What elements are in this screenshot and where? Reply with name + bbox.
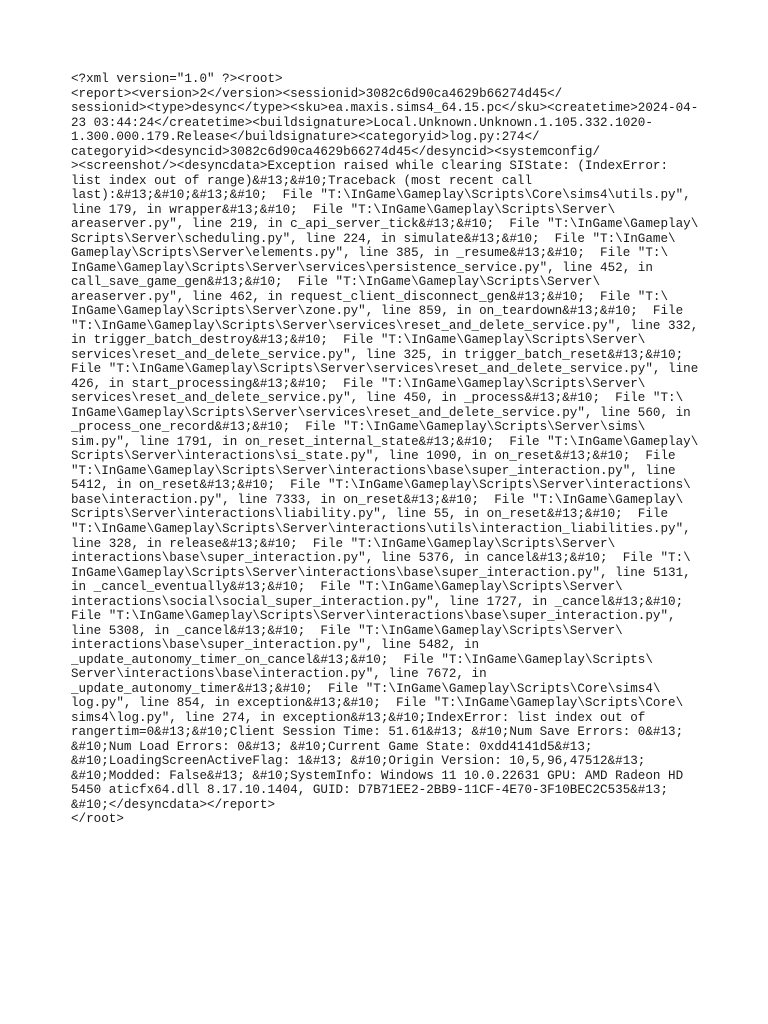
text-line: sims4\log.py", line 274, in exception&#13;&#10;IndexError: list index out of xyxy=(71,710,646,725)
text-line: services\reset_and_delete_service.py", line 450, in _process&#13;&#10; File "T:\ xyxy=(71,391,684,406)
text-line: line 179, in wrapper&#13;&#10; File "T:\InGame\Gameplay\Scripts\Server\ xyxy=(71,202,616,217)
text-line: areaserver.py", line 219, in c_api_server_tick&#13;&#10; File "T:\InGame\Gameplay\ xyxy=(71,217,699,232)
text-line: InGame\Gameplay\Scripts\Server\zone.py", line 859, in on_teardown&#13;&#10; File xyxy=(71,304,684,319)
text-line: line 328, in release&#13;&#10; File "T:\InGame\Gameplay\Scripts\Server\ xyxy=(71,536,616,551)
text-line: _update_autonomy_timer_on_cancel&#13;&#10; File "T:\InGame\Gameplay\Scripts\ xyxy=(71,652,653,667)
text-line: "T:\InGame\Gameplay\Scripts\Server\interactions\utils\interaction_liabilities.py", xyxy=(71,521,691,536)
text-line: interactions\base\super_interaction.py", line 5376, in cancel&#13;&#10; File "T:\ xyxy=(71,551,691,566)
text-line: in _cancel_eventually&#13;&#10; File "T:\InGame\Gameplay\Scripts\Server\ xyxy=(71,580,623,595)
text-line: services\reset_and_delete_service.py", line 325, in trigger_batch_reset&#13;&#10; xyxy=(71,347,684,362)
text-line: &#10;</desyncdata></report> xyxy=(71,797,276,812)
text-line: "T:\InGame\Gameplay\Scripts\Server\interactions\base\super_interaction.py", line xyxy=(71,463,676,478)
text-line: InGame\Gameplay\Scripts\Server\services\reset_and_delete_service.py", line 560, in xyxy=(71,405,691,420)
text-line: InGame\Gameplay\Scripts\Server\interactions\base\super_interaction.py", line 5131, xyxy=(71,565,691,580)
text-line: _process_one_record&#13;&#10; File "T:\InGame\Gameplay\Scripts\Server\sims\ xyxy=(71,420,646,435)
text-line: _update_autonomy_timer&#13;&#10; File "T:\InGame\Gameplay\Scripts\Core\sims4\ xyxy=(71,681,661,696)
text-line: 23 03:44:24</createtime><buildsignature>Local.Unknown.Unknown.1.105.332.1020- xyxy=(71,115,653,130)
text-line: &#10;Modded: False&#13; &#10;SystemInfo: Windows 11 10.0.22631 GPU: AMD Radeon HD xyxy=(71,768,684,783)
text-line: 426, in start_processing&#13;&#10; File "T:\InGame\Gameplay\Scripts\Server\ xyxy=(71,376,646,391)
text-line: Scripts\Server\interactions\si_state.py", line 1090, in on_reset&#13;&#10; File xyxy=(71,449,676,464)
text-line: "T:\InGame\Gameplay\Scripts\Server\services\reset_and_delete_service.py", line 332, xyxy=(71,318,699,333)
text-line: log.py", line 854, in exception&#13;&#10; File "T:\InGame\Gameplay\Scripts\Core\ xyxy=(71,696,684,711)
text-line: sessionid><type>desync</type><sku>ea.maxis.sims4_64.15.pc</sku><createtime>2024-04- xyxy=(71,101,699,116)
text-line: </root> xyxy=(71,812,124,827)
text-line: interactions\social\social_super_interaction.py", line 1727, in _cancel&#13;&#10; xyxy=(71,594,684,609)
text-line: areaserver.py", line 462, in request_client_disconnect_gen&#13;&#10; File "T:\ xyxy=(71,289,669,304)
text-line: File "T:\InGame\Gameplay\Scripts\Server\services\reset_and_delete_service.py", line xyxy=(71,362,699,377)
text-line: File "T:\InGame\Gameplay\Scripts\Server\interactions\base\super_interaction.py", xyxy=(71,609,676,624)
text-line: categoryid><desyncid>3082c6d90ca4629b66274d45</desyncid><systemconfig/ xyxy=(71,144,601,159)
text-line: InGame\Gameplay\Scripts\Server\services\persistence_service.py", line 452, in xyxy=(71,260,653,275)
text-line: in trigger_batch_destroy&#13;&#10; File "T:\InGame\Gameplay\Scripts\Server\ xyxy=(71,333,646,348)
text-line: Server\interactions\base\interaction.py", line 7672, in xyxy=(71,667,487,682)
text-line: Gameplay\Scripts\Server\elements.py", line 385, in _resume&#13;&#10; File "T:\ xyxy=(71,246,669,261)
xml-report-text xyxy=(71,72,711,827)
text-line: <report><version>2</version><sessionid>3082c6d90ca4629b66274d45</ xyxy=(71,86,563,101)
text-line: line 5308, in _cancel&#13;&#10; File "T:\InGame\Gameplay\Scripts\Server\ xyxy=(71,623,623,638)
text-line: list index out of range)&#13;&#10;Traceback (most recent call xyxy=(71,173,533,188)
text-line: ><screenshot/><desyncdata>Exception raised while clearing SIState: (IndexError: xyxy=(71,159,669,174)
text-line: call_save_game_gen&#13;&#10; File "T:\InGame\Gameplay\Scripts\Server\ xyxy=(71,275,601,290)
text-line: base\interaction.py", line 7333, in on_reset&#13;&#10; File "T:\InGame\Gameplay\ xyxy=(71,492,684,507)
text-line: &#10;LoadingScreenActiveFlag: 1&#13; &#10;Origin Version: 10,5,96,47512&#13; xyxy=(71,754,646,769)
text-line: 1.300.000.179.Release</buildsignature><categoryid>log.py:274</ xyxy=(71,130,540,145)
text-line: last):&#13;&#10;&#13;&#10; File "T:\InGame\Gameplay\Scripts\Core\sims4\utils.py", xyxy=(71,188,691,203)
text-line: rangertim=0&#13;&#10;Client Session Time: 51.61&#13; &#10;Num Save Errors: 0&#13; xyxy=(71,725,684,740)
text-line: Scripts\Server\interactions\liability.py", line 55, in on_reset&#13;&#10; File xyxy=(71,507,669,522)
text-line: 5412, in on_reset&#13;&#10; File "T:\InGame\Gameplay\Scripts\Server\interactions\ xyxy=(71,478,691,493)
text-line: 5450 aticfx64.dll 8.17.10.1404, GUID: D7B71EE2-2BB9-11CF-4E70-3F10BEC2C535&#13; xyxy=(71,783,669,798)
text-line: Scripts\Server\scheduling.py", line 224, in simulate&#13;&#10; File "T:\InGame\ xyxy=(71,231,676,246)
text-line: interactions\base\super_interaction.py", line 5482, in xyxy=(71,638,480,653)
text-line: &#10;Num Load Errors: 0&#13; &#10;Current Game State: 0xdd4141d5&#13; xyxy=(71,739,593,754)
text-line: <?xml version="1.0" ?><root> xyxy=(71,72,283,86)
text-line: sim.py", line 1791, in on_reset_internal_state&#13;&#10; File "T:\InGame\Gameplay\ xyxy=(71,434,699,449)
